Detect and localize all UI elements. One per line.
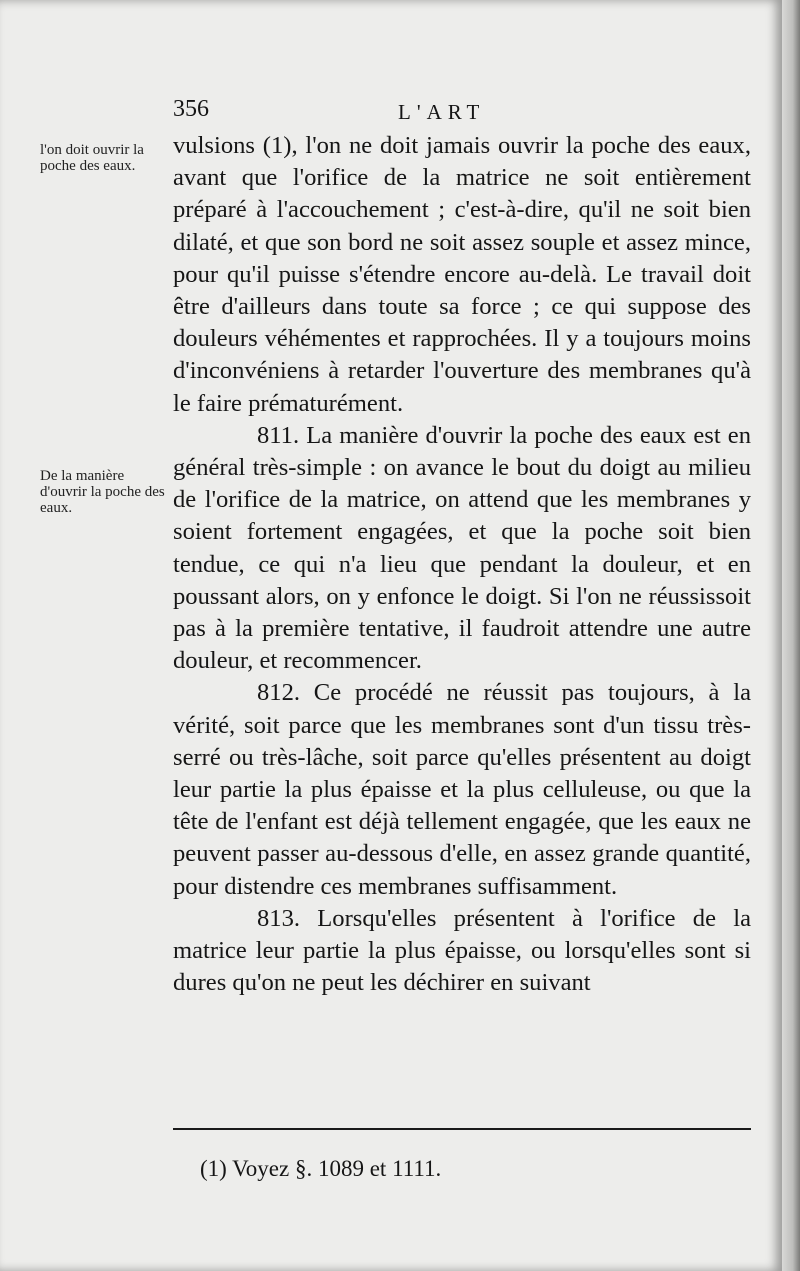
footnote: (1) Voyez §. 1089 et 1111.: [200, 1156, 442, 1181]
page-number: 356: [173, 96, 209, 122]
body-text: [173, 130, 751, 999]
running-head: L'ART: [398, 100, 486, 124]
page-header: [0, 96, 782, 132]
page-edge: [782, 0, 800, 1271]
paragraph-811: 811. La manière d'ouvrir la poche des eaux est en général très-simple : on avance le bout du doigt au milieu de l'orifice de la matrice, on attend que les membranes y soient fortement engagées, et que la poche soit bien tendue, ce qui n'a lieu que pendant la douleur, et en poussant alors, on y enfonce le doigt. Si l'on ne réussissoit pas à la première tentative, il faudroit attendre une autre douleur, et recommencer.: [173, 421, 751, 675]
paragraph-continuation: vulsions (1), l'on ne doit jamais ouvrir la poche des eaux, avant que l'orifice de la matrice ne soit entièrement préparé à l'accouchement ; c'est-à-dire, qu'il ne soit bien dilaté, et que son bord ne soit assez souple et assez mince, pour qu'il puisse s'étendre encore au-delà. Le travail doit être d'ailleurs dans toute sa force ; ce qui suppose des douleurs véhémentes et rapprochées. Il y a toujours moins d'inconvéniens à retarder l'ouverture des membranes qu'à le faire prématurément.: [173, 132, 751, 417]
paragraph-813: 813. Lorsqu'elles présentent à l'orifice de la matrice leur partie la plus épaisse, ou lorsqu'elles sont si dures qu'on ne peut les déchirer en suivant: [173, 904, 751, 997]
margin-note-2: De la manière d'ouvrir la poche des eaux.: [40, 468, 165, 516]
footnote-rule: [173, 1128, 751, 1130]
margin-note-1: l'on doit ouvrir la poche des eaux.: [40, 142, 144, 174]
paragraph-812: 812. Ce procédé ne réussit pas toujours, à la vérité, soit parce que les membranes sont d'un tissu très-serré ou très-lâche, soit parce qu'elles présentent au doigt leur partie la plus épaisse et la plus celluleuse, ou que la tête de l'enfant est déjà tellement engagée, que les eaux ne peuvent passer au-dessous d'elle, en assez grande quantité, pour distendre ces membranes suffisamment.: [173, 679, 751, 900]
